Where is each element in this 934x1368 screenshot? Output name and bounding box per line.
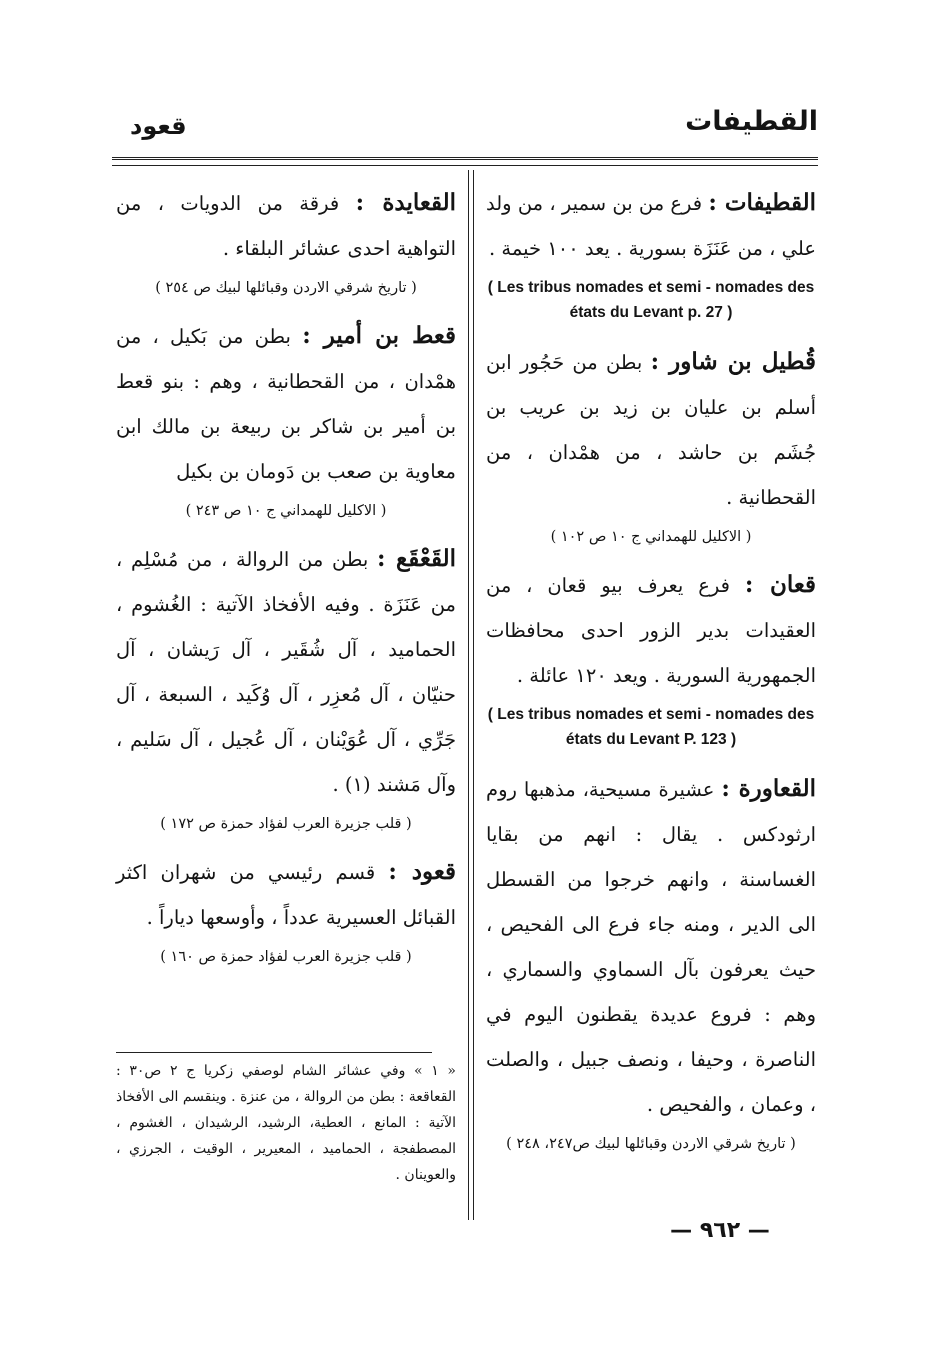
entry-source: ( تاريخ شرقي الاردن وقبائلها لبيك ص ٢٥٤ ) — [155, 280, 417, 296]
entry-head: القَعْقَع : — [376, 545, 456, 572]
entry-head: القعايدة : — [355, 189, 456, 216]
header-rule — [112, 165, 818, 166]
running-header — [112, 96, 818, 158]
entry — [116, 180, 456, 271]
entry-head: قعط بن أمير : — [302, 322, 456, 349]
entry-source: ( تاريخ شرقي الاردن وقبائلها لبيك ص٢٤٧، ٢٤٨ ) — [506, 1136, 796, 1152]
entry-body: فرع من بن سمير ، من ولد علي ، من عَنَزَة بسورية . يعد ١٠٠ خيمة . — [486, 192, 816, 260]
entry — [116, 313, 456, 494]
entry-head: قعود : — [388, 858, 456, 885]
header-left-title: قعود — [130, 112, 187, 140]
entry-source: ( Les tribus nomades et semi - nomades des états du Levant p. 27 ) — [487, 279, 815, 321]
entry — [486, 562, 816, 698]
entry — [486, 339, 816, 520]
entry-head: القطيفات : — [708, 189, 816, 216]
entry-source: ( الاكليل للهمداني ج ١٠ ص ٢٤٣ ) — [185, 503, 387, 519]
footnote: « ١ » وفي عشائر الشام لوصفي زكريا ج ٢ ص٣٠ : القعاقعة : بطن من الروالة ، من عنزة . وينقسم الى الأفخاذ الآتية : المانع ، العطية، الرشيد، الرشيدان ، الغشوم ، المصطفجة ، الحماميد ، المعيرير ، الوقيت ، الجرزي ، والعوينان . — [116, 1063, 456, 1183]
entry-head: قعان : — [744, 571, 816, 598]
right-column — [486, 180, 816, 1169]
entry-body: فرقة من الدويات ، من التواهية احدى عشائر البلقاء . — [116, 192, 456, 260]
entry-head: القعاورة : — [721, 775, 816, 802]
page-number: — ٩٦٢ — — [670, 1218, 770, 1243]
header-double-rule — [112, 157, 818, 160]
entry — [486, 766, 816, 1127]
entry — [486, 180, 816, 271]
column-divider-inner — [473, 170, 474, 1220]
entry-source: ( قلب جزيرة العرب لفؤاد حمزة ص ١٧٢ ) — [160, 816, 412, 832]
entry-body: فرع يعرف بيو قعان ، من العقيدات بدير الزور احدى محافظات الجمهورية السورية . ويعد ١٢٠ عائلة . — [486, 574, 816, 687]
entry-head: قُطيل بن شاور : — [650, 348, 817, 375]
entry — [116, 849, 456, 940]
header-right-title: القطيفات — [685, 106, 818, 137]
entry-source: ( Les tribus nomades et semi - nomades des états du Levant P. 123 ) — [487, 706, 815, 748]
entry-source: ( قلب جزيرة العرب لفؤاد حمزة ص ١٦٠ ) — [160, 949, 412, 965]
footnote-rule — [116, 1052, 432, 1053]
entry-body: قسم رئيسي من شهران اكثر القبائل العسيرية عدداً ، وأوسعها دياراً . — [116, 861, 456, 929]
entry-body: بطن من الروالة ، من مُسْلِم ، من عَنَزَة . وفيه الأفخاذ الآتية : الغُشوم ، الحماميد ، آل شُقَير ، آل رَيشان ، آل حنيّان ، آل مُعزِر ، آل وُكَيد ، السبعة ، آل جَرِّي ، آل عُوَيْنان ، آل عُجيل ، آل سَليم ، وآل مَشند (١) . — [116, 548, 456, 796]
left-column — [116, 180, 456, 982]
entry-source: ( الاكليل للهمداني ج ١٠ ص ١٠٢ ) — [550, 529, 752, 545]
column-divider — [468, 170, 469, 1220]
entry-body: بطن من حَجُور ابن أسلم بن عليان بن زيد بن عريب بن جُشَم بن حاشد ، من همْدان ، من القحطانية . — [486, 351, 816, 509]
entry-body: بطن من بَكيل ، من همْدان ، من القحطانية ، وهم : بنو قعط بن أمير بن شاكر بن ربيعة بن مالك ابن معاوية بن صعب بن دَومان بن بكيل — [116, 325, 456, 483]
entry-body: عشيرة مسيحية، مذهبها روم ارثودكس . يقال : انهم من بقايا الغساسنة ، وانهم خرجوا من القسطل الى الدير ، ومنه جاء فرع الى الفحيص ، حيث يعرفون بآل السماوي والسماري ، وهم : فروع عديدة يقطنون اليوم في الناصرة ، وحيفا ، ونصف جبيل ، والصلت ، وعمان ، والفحيص . — [486, 778, 816, 1116]
entry — [116, 536, 456, 807]
